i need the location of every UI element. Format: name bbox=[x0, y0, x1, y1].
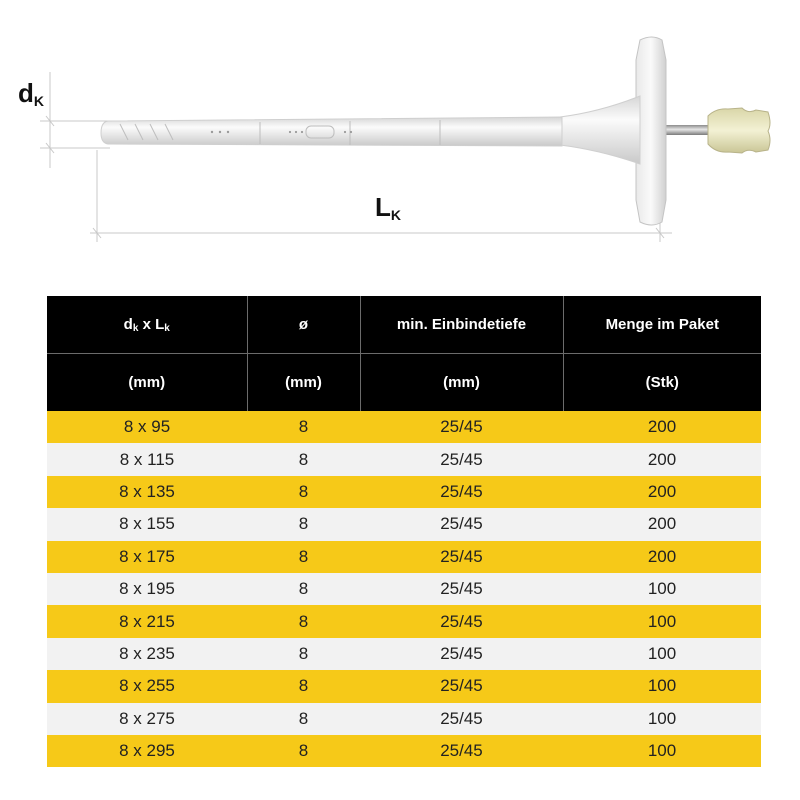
unit-size: (mm) bbox=[47, 354, 247, 412]
cell-size: 8 x 135 bbox=[47, 476, 247, 508]
cell-size: 8 x 275 bbox=[47, 703, 247, 735]
cell-diameter: 8 bbox=[247, 670, 360, 702]
table-row bbox=[47, 670, 761, 702]
cell-size: 8 x 195 bbox=[47, 573, 247, 605]
cell-diameter: 8 bbox=[247, 476, 360, 508]
cell-size: 8 x 255 bbox=[47, 670, 247, 702]
table-row bbox=[47, 573, 761, 605]
cell-embedment: 25/45 bbox=[360, 476, 563, 508]
anchor-shaft bbox=[101, 117, 562, 146]
table-row bbox=[47, 443, 761, 475]
cell-size: 8 x 95 bbox=[47, 411, 247, 443]
table-row bbox=[47, 605, 761, 637]
dimension-lines bbox=[40, 72, 672, 242]
cell-quantity: 100 bbox=[563, 703, 761, 735]
cell-embedment: 25/45 bbox=[360, 443, 563, 475]
table-row bbox=[47, 638, 761, 670]
unit-embedment-depth: (mm) bbox=[360, 354, 563, 412]
unit-package-quantity: (Stk) bbox=[563, 354, 761, 412]
header-size: $d_k$ x $L_k$ bbox=[47, 296, 247, 354]
cell-size: 8 x 155 bbox=[47, 508, 247, 540]
cell-diameter: 8 bbox=[247, 541, 360, 573]
cell-size: 8 x 215 bbox=[47, 605, 247, 637]
cell-size: 8 x 175 bbox=[47, 541, 247, 573]
cell-quantity: 100 bbox=[563, 638, 761, 670]
cell-size: 8 x 115 bbox=[47, 443, 247, 475]
header-embedment-depth: min. Einbindetiefe bbox=[360, 296, 563, 354]
cell-diameter: 8 bbox=[247, 411, 360, 443]
cell-quantity: 200 bbox=[563, 508, 761, 540]
table-row bbox=[47, 735, 761, 767]
cell-quantity: 200 bbox=[563, 411, 761, 443]
cell-quantity: 200 bbox=[563, 541, 761, 573]
cell-embedment: 25/45 bbox=[360, 411, 563, 443]
table-row bbox=[47, 703, 761, 735]
cell-size: 8 x 235 bbox=[47, 638, 247, 670]
cell-embedment: 25/45 bbox=[360, 638, 563, 670]
cell-diameter: 8 bbox=[247, 703, 360, 735]
table-row bbox=[47, 411, 761, 443]
cell-diameter: 8 bbox=[247, 605, 360, 637]
header-package-quantity: Menge im Paket bbox=[563, 296, 761, 354]
table-row bbox=[47, 508, 761, 540]
cell-embedment: 25/45 bbox=[360, 670, 563, 702]
cell-quantity: 100 bbox=[563, 573, 761, 605]
cell-diameter: 8 bbox=[247, 638, 360, 670]
header-row-titles bbox=[47, 296, 761, 354]
lk-dimension-label: $L_K$ bbox=[375, 192, 402, 223]
cell-quantity: 100 bbox=[563, 735, 761, 767]
anchor-dimension-figure bbox=[0, 0, 800, 260]
cell-diameter: 8 bbox=[247, 573, 360, 605]
cell-quantity: 100 bbox=[563, 605, 761, 637]
specification-table bbox=[47, 296, 761, 767]
cell-embedment: 25/45 bbox=[360, 735, 563, 767]
dk-dimension-label: $d_K$ bbox=[18, 78, 45, 109]
cell-quantity: 200 bbox=[563, 443, 761, 475]
anchor-collar bbox=[560, 96, 640, 164]
cell-diameter: 8 bbox=[247, 508, 360, 540]
cell-diameter: 8 bbox=[247, 735, 360, 767]
cell-quantity: 200 bbox=[563, 476, 761, 508]
cell-size: 8 x 295 bbox=[47, 735, 247, 767]
header-diameter: ø bbox=[247, 296, 360, 354]
cell-diameter: 8 bbox=[247, 443, 360, 475]
cell-embedment: 25/45 bbox=[360, 508, 563, 540]
cell-embedment: 25/45 bbox=[360, 703, 563, 735]
cell-embedment: 25/45 bbox=[360, 605, 563, 637]
anchor-cap bbox=[708, 108, 770, 153]
header-row-units bbox=[47, 354, 761, 412]
cell-embedment: 25/45 bbox=[360, 541, 563, 573]
table-row bbox=[47, 541, 761, 573]
table-row bbox=[47, 476, 761, 508]
cell-embedment: 25/45 bbox=[360, 573, 563, 605]
cell-quantity: 100 bbox=[563, 670, 761, 702]
unit-diameter: (mm) bbox=[247, 354, 360, 412]
